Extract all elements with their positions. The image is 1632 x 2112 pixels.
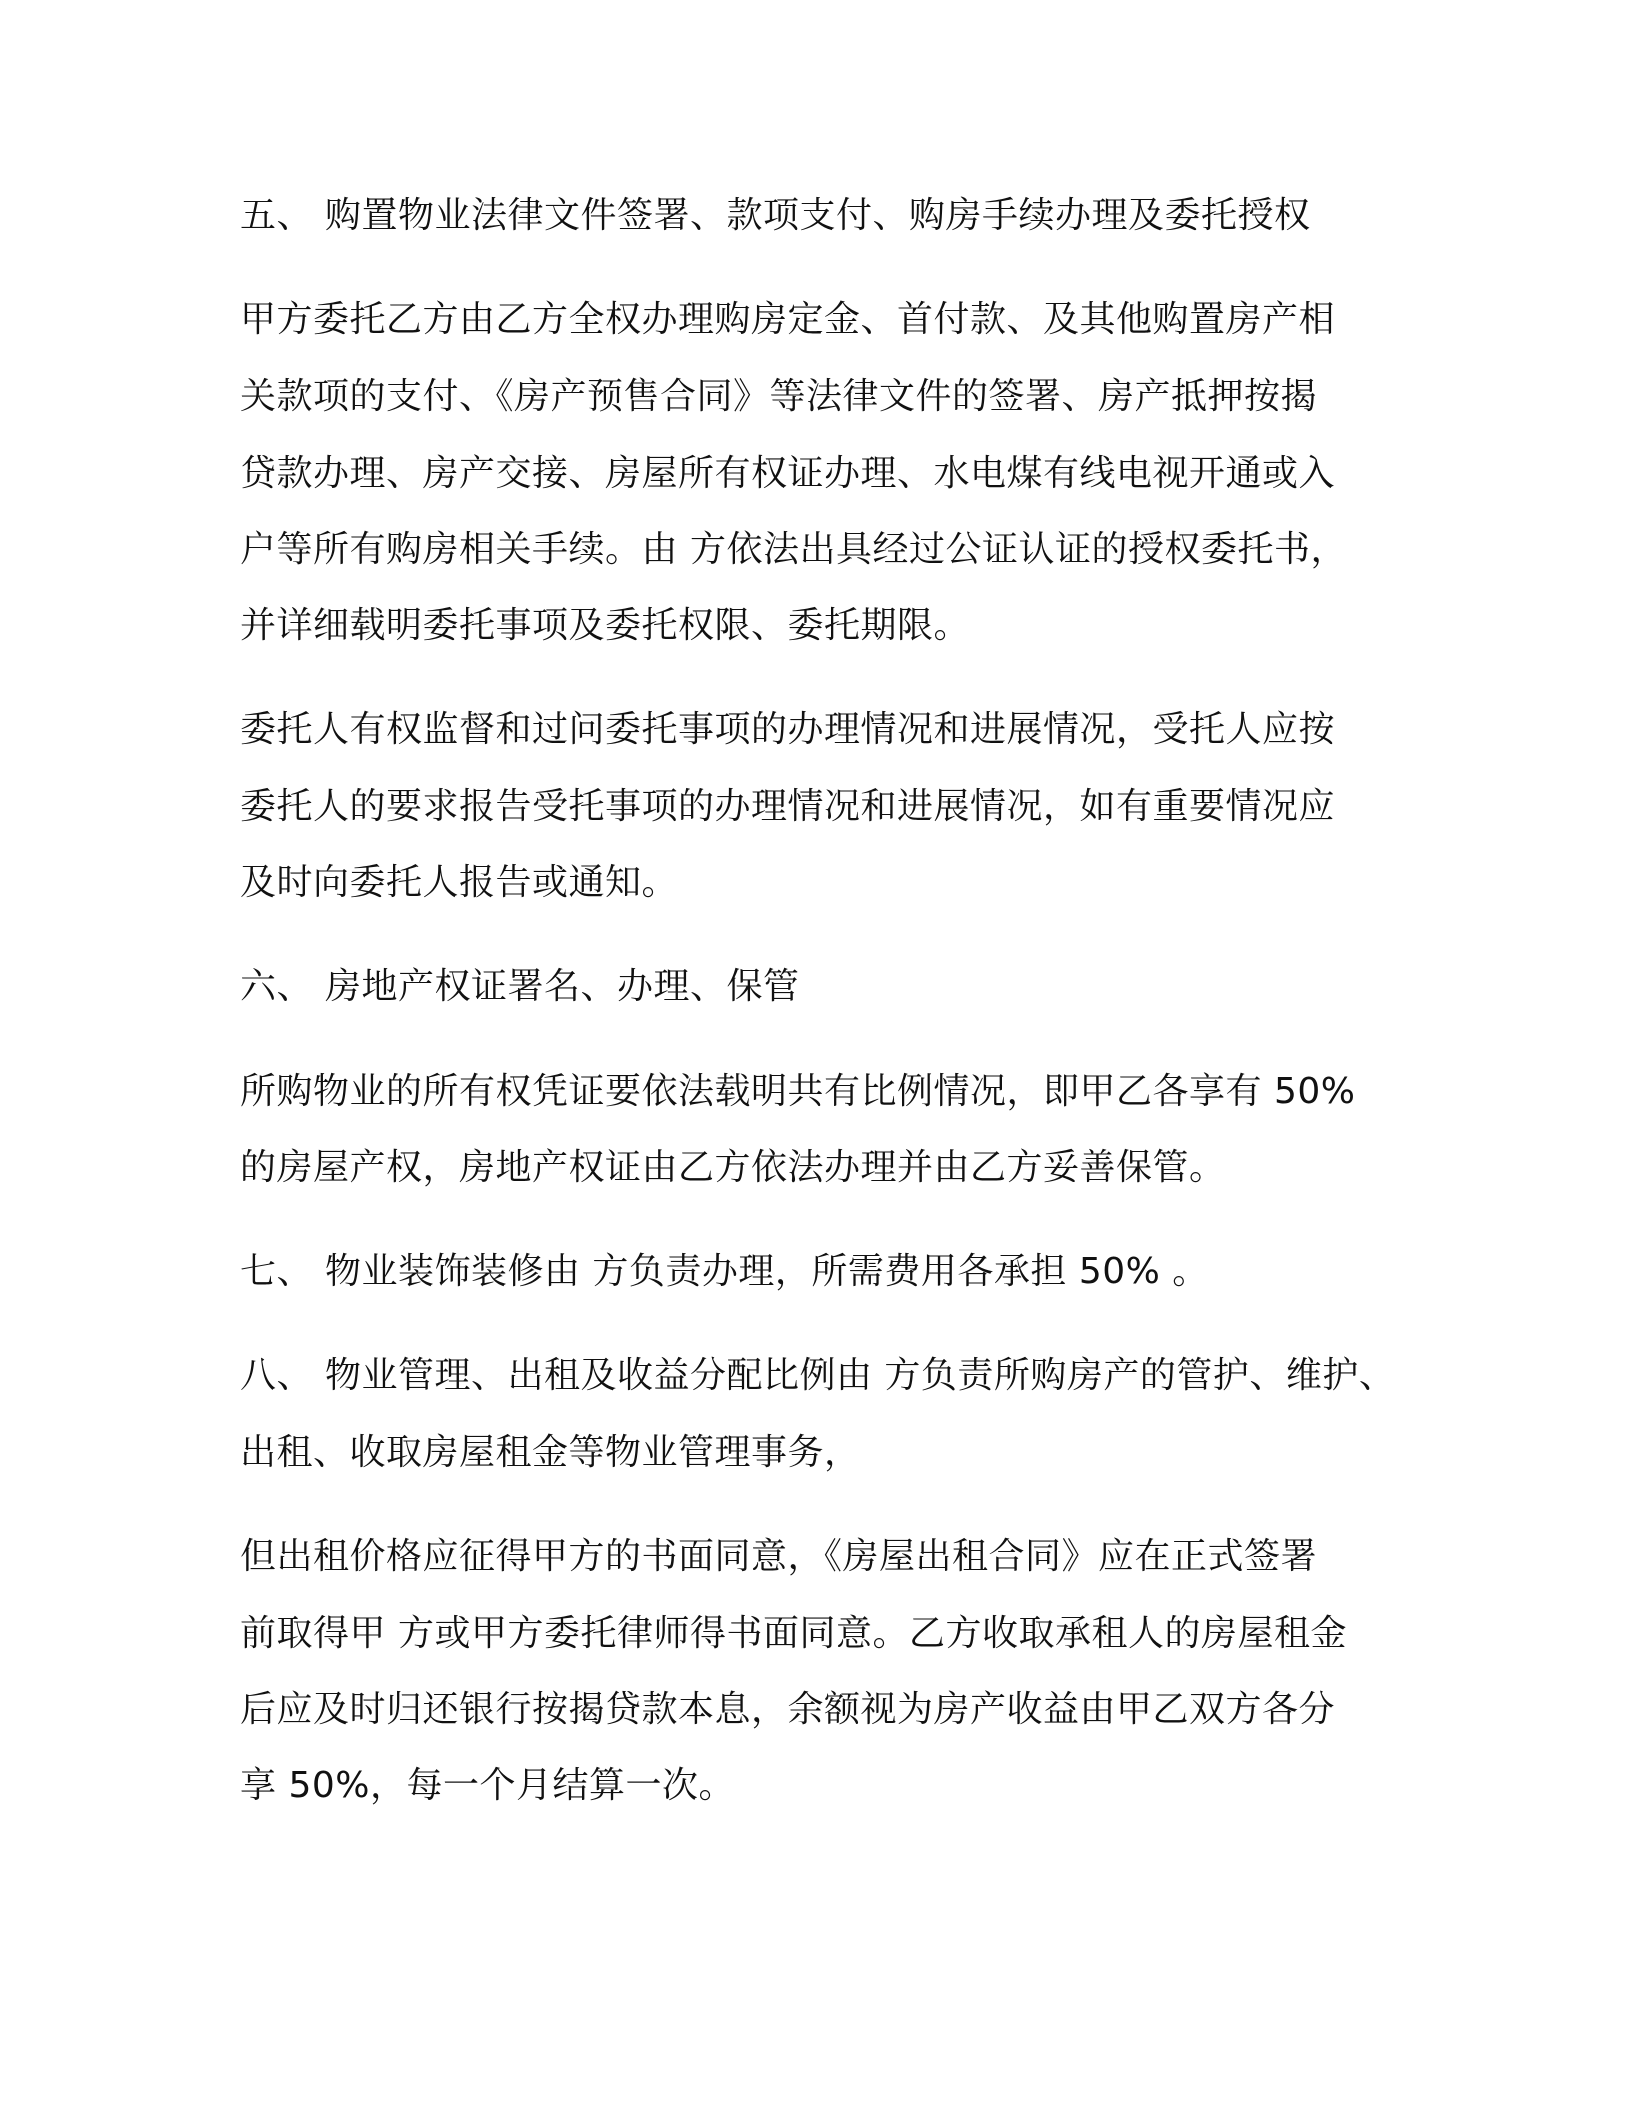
section-8-text-line: 后应及时归还银行按揭贷款本息，余额视为房产收益由甲乙双方各分	[240, 1689, 1336, 1730]
section-6-text-line: 所购物业的所有权凭证要依法载明共有比例情况，即甲乙各享有 50%	[240, 1071, 1356, 1112]
section-6-heading: 六、 房地产权证署名、办理、保管	[240, 966, 800, 1007]
section-8-text-line: 但出租价格应征得甲方的书面同意，《房屋出租合同》应在正式签署	[240, 1536, 1318, 1577]
section-5-text-line: 户等所有购房相关手续。由 方依法出具经过公证认证的授权委托书，	[240, 529, 1347, 570]
section-5-text-line: 委托人有权监督和过问委托事项的办理情况和进展情况，受托人应按	[240, 709, 1336, 750]
section-8-text-line: 出租、收取房屋租金等物业管理事务，	[240, 1432, 861, 1473]
section-5-text-line: 及时向委托人报告或通知。	[240, 862, 679, 903]
section-5-text-line: 委托人的要求报告受托事项的办理情况和进展情况，如有重要情况应	[240, 786, 1336, 827]
section-7-heading: 七、 物业装饰装修由 方负责办理，所需费用各承担 50% 。	[240, 1251, 1209, 1292]
section-8-text-line: 享 50%，每一个月结算一次。	[240, 1765, 735, 1806]
section-5-text-line: 关款项的支付、《房产预售合同》等法律文件的签署、房产抵押按揭	[240, 376, 1318, 417]
section-5-text-line: 甲方委托乙方由乙方全权办理购房定金、首付款、及其他购置房产相	[240, 299, 1336, 340]
section-8-text-line: 前取得甲 方或甲方委托律师得书面同意。乙方收取承租人的房屋租金	[240, 1613, 1347, 1654]
section-8-heading: 八、 物业管理、出租及收益分配比例由 方负责所购房产的管护、维护、	[240, 1355, 1396, 1396]
section-6-text-line: 的房屋产权，房地产权证由乙方依法办理并由乙方妥善保管。	[240, 1147, 1226, 1188]
section-5-text-line: 并详细载明委托事项及委托权限、委托期限。	[240, 605, 971, 646]
section-5-heading: 五、 购置物业法律文件签署、款项支付、购房手续办理及委托授权	[240, 195, 1311, 236]
section-5-text-line: 贷款办理、房产交接、房屋所有权证办理、水电煤有线电视开通或入	[240, 453, 1336, 494]
